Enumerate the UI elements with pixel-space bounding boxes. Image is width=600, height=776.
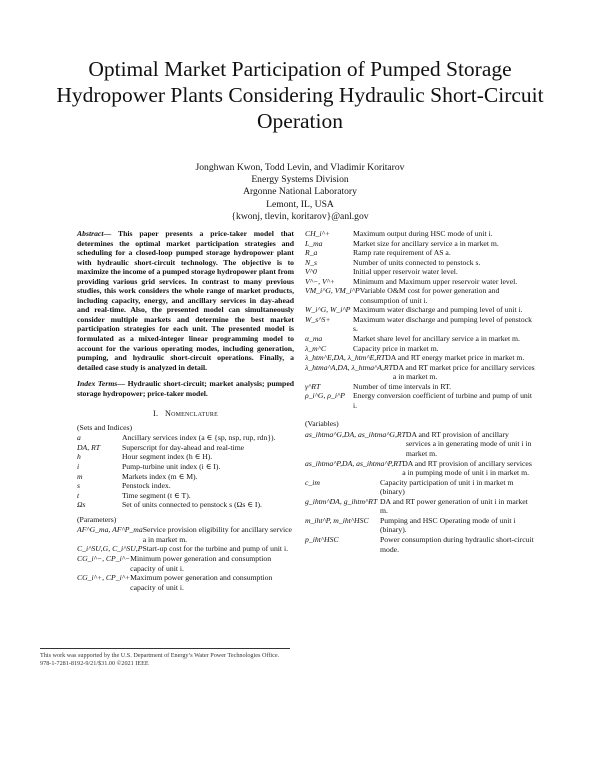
- nomenclature-symbol: W_i^G, W_i^P: [305, 305, 351, 315]
- nomenclature-definition: Power consumption during hydraulic short-circuit mode.: [380, 534, 534, 554]
- nomenclature-entry: [77, 491, 294, 501]
- nomenclature-definition: Maximum water discharge and pumping level of unit i.: [353, 305, 523, 315]
- nomenclature-entry: [77, 481, 294, 491]
- nomenclature-entry: [77, 573, 294, 592]
- nomenclature-definition: Start-up cost for the turbine and pump of unit i.: [142, 544, 289, 554]
- nomenclature-entry: [77, 544, 294, 554]
- nomenclature-entry: [77, 554, 294, 573]
- nomenclature-definition: Market size for ancillary service a in market m.: [353, 238, 499, 248]
- nomenclature-symbol: α_ma: [305, 334, 323, 344]
- index-terms-label: Index Terms: [77, 379, 118, 389]
- nomenclature-entry: [305, 286, 535, 305]
- nomenclature-symbol: V^−, V^+: [305, 276, 336, 286]
- nomenclature-definition: Maximum output during HSC mode of unit i.: [353, 229, 493, 238]
- nomenclature-definition: Ramp rate requirement of AS a.: [353, 248, 451, 258]
- nomenclature-definition: Initial upper reservoir water level.: [353, 267, 458, 277]
- author-email: {kwonj, tlevin, koritarov}@anl.gov: [231, 210, 369, 222]
- params-right-list: [305, 229, 535, 410]
- nomenclature-symbol: C_i^SU,G, C_i^SU,P: [77, 544, 143, 554]
- section-heading: [77, 409, 294, 419]
- abstract-text: — This paper presents a price-taker model that determines the optimal market participation strategies and scheduling for a closed-loop pumped storage hydropower plant with hydraulic short-circuit technology. The objective is to maximize the income of a pumped storage hydropower plant from providing various grid services. In contrast to many previous studies, this work considers the whole range of market products, including capacity, energy, and ancillary services in day-ahead and real-time. Also, the presented model can simultaneously consider multiple markets and determine the best market participation strategies for each unit. The presented model is formulated as a mixed-integer linear programming model to account for the various operating modes, including generation, pumping, and hydraulic short-circuit operations. Finally, a detailed case study is analyzed in detail.: [77, 229, 294, 372]
- nomenclature-definition: Minimum and Maximum upper reservoir water level.: [353, 276, 518, 286]
- abstract-label: Abstract: [77, 229, 104, 238]
- nomenclature-entry: [77, 443, 294, 453]
- nomenclature-entry: [305, 353, 535, 363]
- nomenclature-definition: Capacity participation of unit i in market m (binary): [380, 477, 514, 497]
- nomenclature-definition: Penstock index.: [122, 481, 171, 491]
- nomenclature-symbol: VM_i^G, VM_i^P: [305, 286, 360, 296]
- nomenclature-symbol: L_ma: [305, 238, 323, 248]
- nomenclature-definition: Set of units connected to penstock s (Ωs ∈ I).: [122, 500, 262, 510]
- nomenclature-entry: [77, 525, 294, 544]
- nomenclature-definition: DA and RT provision of ancillary services a in pumping mode of unit i in market m.: [402, 458, 532, 478]
- nomenclature-entry: [77, 472, 294, 482]
- index-terms: [77, 379, 294, 398]
- nomenclature-symbol: c_im: [305, 477, 320, 487]
- nomenclature-symbol: λ_m^C: [305, 343, 327, 353]
- nomenclature-definition: Pumping and HSC Operating mode of unit i (binary).: [380, 515, 516, 535]
- nomenclature-symbol: N_s: [305, 257, 317, 267]
- nomenclature-symbol: AF^G_ma, AF^P_ma: [77, 525, 143, 535]
- nomenclature-definition: Market share level for ancillary service a in market m.: [353, 334, 520, 344]
- vars-heading: (Variables): [305, 419, 339, 429]
- nomenclature-symbol: CG_i^+, CP_i^+: [77, 573, 131, 583]
- nomenclature-entry: [305, 382, 535, 392]
- nomenclature-entry: [305, 430, 535, 459]
- nomenclature-entry: [305, 516, 535, 535]
- nomenclature-entry: [305, 315, 535, 334]
- nomenclature-symbol: CG_i^−, CP_i^−: [77, 553, 131, 563]
- nomenclature-symbol: m_iht^P, m_iht^HSC: [305, 515, 369, 525]
- footnote: This work was supported by the U.S. Department of Energy’s Water Power Technologies Office. 978-1-7281-8192-9/21/$31.00 ©2021 IEEE: [40, 648, 290, 668]
- params-left-list: [77, 525, 294, 592]
- author-division: Energy Systems Division: [251, 174, 349, 186]
- author-block: [0, 162, 600, 223]
- nomenclature-definition: Capacity price in market m.: [353, 343, 439, 353]
- author-names: Jonghwan Kwon, Todd Levin, and Vladimir Koritarov: [195, 162, 405, 173]
- nomenclature-symbol: λ_htm^E,DA, λ_htm^E,RT: [305, 353, 386, 363]
- abstract: [77, 229, 294, 372]
- nomenclature-symbol: γ^RT: [305, 381, 321, 391]
- nomenclature-entry: [305, 305, 535, 315]
- section-number: I.: [153, 409, 159, 419]
- nomenclature-definition: Ancillary services index (a ∈ {sp, nsp, rup, rdn}).: [122, 433, 276, 443]
- nomenclature-symbol: s: [77, 481, 80, 491]
- nomenclature-entry: [305, 277, 535, 287]
- nomenclature-definition: DA and RT energy market price in market m.: [385, 353, 525, 363]
- nomenclature-symbol: p_iht^HSC: [305, 534, 339, 544]
- left-column: [77, 229, 294, 592]
- index-terms-text: — Hydraulic short-circuit; market analysis; pumped storage hydropower; price-taker model.: [77, 379, 295, 398]
- nomenclature-definition: Pump-turbine unit index (i ∈ I).: [122, 462, 221, 472]
- nomenclature-symbol: ρ_i^G, ρ_i^P: [305, 391, 345, 401]
- nomenclature-entry: [305, 535, 535, 554]
- nomenclature-symbol: V^0: [305, 267, 317, 277]
- nomenclature-entry: [305, 344, 535, 354]
- nomenclature-symbol: m: [77, 471, 83, 481]
- nomenclature-symbol: g_ihtm^DA, g_ihtm^RT: [305, 496, 378, 506]
- vars-list: [305, 430, 535, 554]
- nomenclature-definition: Number of time intervals in RT.: [353, 381, 452, 391]
- nomenclature-entry: [305, 459, 535, 478]
- right-column: [305, 229, 535, 554]
- nomenclature-entry: [305, 229, 535, 239]
- nomenclature-symbol: Ωs: [77, 500, 86, 510]
- nomenclature-entry: [77, 433, 294, 443]
- section-title: Nomenclature: [164, 409, 218, 419]
- nomenclature-symbol: as_ihtma^G,DA, as_ihtma^G,RT: [305, 429, 406, 439]
- nomenclature-entry: [305, 239, 535, 249]
- nomenclature-definition: Markets index (m ∈ M).: [122, 471, 198, 481]
- author-lab: Argonne National Laboratory: [243, 186, 357, 198]
- sets-heading: (Sets and Indices): [77, 422, 133, 432]
- nomenclature-definition: Service provision eligibility for ancillary service a in market m.: [142, 525, 292, 544]
- nomenclature-definition: Number of units connected to penstock s.: [353, 257, 481, 267]
- nomenclature-definition: Hour segment index (h ∈ H).: [122, 452, 213, 462]
- nomenclature-entry: [305, 248, 535, 258]
- author-location: Lemont, IL, USA: [266, 198, 334, 210]
- nomenclature-symbol: R_a: [305, 248, 318, 258]
- nomenclature-entry: [77, 500, 294, 510]
- nomenclature-symbol: t: [77, 490, 80, 500]
- nomenclature-entry: [305, 478, 535, 497]
- nomenclature-definition: Maximum water discharge and pumping level of penstock s.: [353, 314, 532, 334]
- nomenclature-definition: Variable O&M cost for power generation and consumption of unit i.: [359, 286, 500, 305]
- nomenclature-definition: DA and RT provision of ancillary services a in generating mode of unit i in market m.: [405, 429, 532, 459]
- nomenclature-definition: Energy conversion coefficient of turbine and pump of unit i.: [353, 391, 533, 410]
- nomenclature-symbol: CH_i^+: [305, 229, 331, 238]
- nomenclature-definition: DA and RT market price for ancillary services a in market m.: [392, 362, 535, 382]
- nomenclature-symbol: i: [77, 462, 80, 472]
- nomenclature-definition: Maximum power generation and consumption capacity of unit i.: [130, 573, 273, 592]
- nomenclature-definition: DA and RT power generation of unit i in market m.: [380, 496, 528, 516]
- nomenclature-symbol: a: [77, 433, 81, 443]
- nomenclature-entry: [305, 391, 535, 410]
- params-heading: (Parameters): [77, 514, 117, 524]
- nomenclature-entry: [305, 267, 535, 277]
- nomenclature-symbol: h: [77, 452, 81, 462]
- nomenclature-entry: [305, 497, 535, 516]
- nomenclature-entry: [77, 462, 294, 472]
- nomenclature-entry: [305, 334, 535, 344]
- nomenclature-symbol: as_ihtma^P,DA, as_ihtma^P,RT: [305, 458, 403, 468]
- nomenclature-symbol: DA, RT: [77, 442, 101, 452]
- sets-list: [77, 433, 294, 509]
- paper-title: Optimal Market Participation of Pumped Storage Hydropower Plants Considering Hydraulic Short-Circuit Operation: [56, 57, 544, 133]
- nomenclature-definition: Minimum power generation and consumption capacity of unit i.: [130, 553, 272, 573]
- nomenclature-entry: [305, 363, 535, 382]
- nomenclature-entry: [77, 452, 294, 462]
- nomenclature-definition: Time segment (t ∈ T).: [122, 490, 191, 500]
- nomenclature-entry: [305, 258, 535, 268]
- nomenclature-definition: Superscript for day-ahead and real-time: [122, 442, 245, 452]
- nomenclature-symbol: W_s^S+: [305, 314, 331, 324]
- nomenclature-symbol: λ_htma^A,DA, λ_htma^A,RT: [305, 362, 393, 372]
